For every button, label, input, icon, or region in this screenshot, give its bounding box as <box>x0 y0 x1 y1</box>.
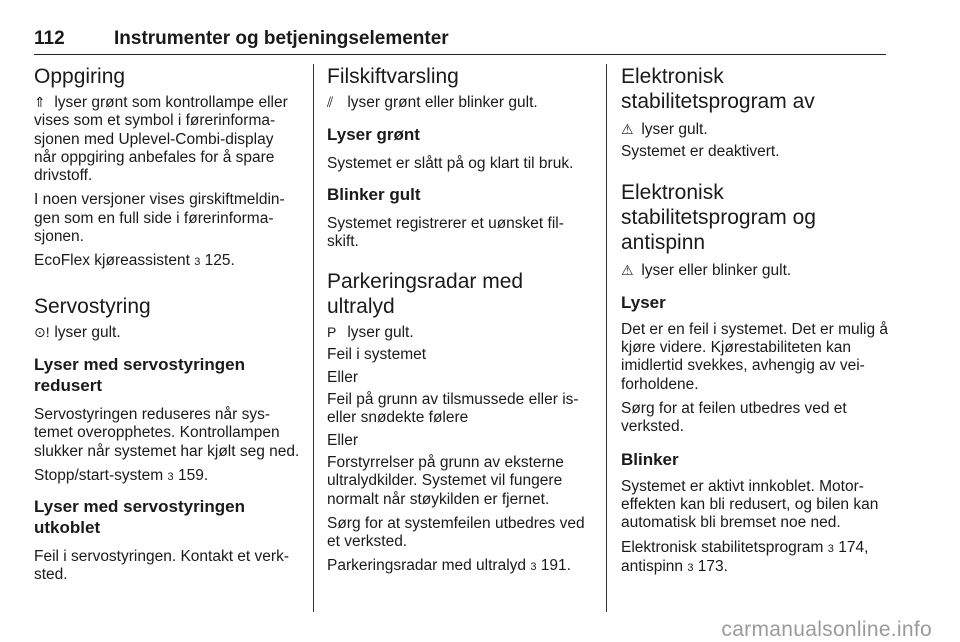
heading-oppgiring: Oppgiring <box>34 65 126 88</box>
paragraph <box>327 323 589 342</box>
paragraph <box>327 93 589 112</box>
paragraph: Eller <box>327 431 359 449</box>
text: Parkeringsradar med ultralyd <box>327 557 527 575</box>
esp-off-icon: ⚠ <box>621 121 634 137</box>
paragraph: Systemet er aktivt innkoblet. Motoreffekten kan bli redusert, og bilen kan automatisk bli bremset noe ned. <box>621 477 879 532</box>
text: lyser gult. <box>641 121 708 138</box>
text: Elektronisk stabilitetsprogram <box>621 538 824 556</box>
watermark: carmanualsonline.info <box>721 618 932 641</box>
subheading: Blinker <box>621 449 679 469</box>
paragraph: Servostyringen reduseres når systemet overopphetes. Kontrollampen slukker når systemet har kjølt seg ned. <box>34 405 300 460</box>
paragraph <box>34 323 300 342</box>
page-number: 112 <box>34 28 65 49</box>
paragraph <box>34 93 300 185</box>
subheading: Blinker gult <box>327 184 421 204</box>
paragraph <box>621 120 889 139</box>
running-title: Instrumenter og betjeningselementer <box>114 28 449 49</box>
subheading: Lyser med servostyringen utkoblet <box>34 497 246 538</box>
heading-esp-antispinn: Elektronisk stabilitetsprogram og antispinn <box>621 180 816 254</box>
paragraph: Systemet er slått på og klart til bruk. <box>327 155 574 173</box>
lane-departure-icon: ⫽ <box>327 94 334 110</box>
paragraph: I noen versjoner vises girskiftmeldingen som en full side i førerinformasjonen. <box>34 191 285 246</box>
column-divider <box>313 64 314 612</box>
page-ref[interactable]: 125. <box>204 252 235 270</box>
paragraph: Feil på grunn av tilsmussede eller iseller snødekte følere <box>327 391 579 427</box>
paragraph <box>34 467 300 486</box>
text: lyser grønt som kontrollampe eller vises som et symbol i førerinformasjonen med Uplevel-Combi-display når oppgiring anbefales for å spare drivstoff. <box>34 94 288 185</box>
text: lyser gult. <box>347 324 414 342</box>
paragraph <box>621 539 889 578</box>
paragraph: Sørg for at systemfeilen utbedres ved et verksted. <box>327 514 585 551</box>
page-ref[interactable]: 159. <box>177 466 209 484</box>
park-sensor-icon: P <box>327 324 337 341</box>
paragraph: Feil i systemet <box>327 346 427 364</box>
text: lyser gult. <box>54 323 121 341</box>
subheading: Lyser <box>621 292 666 312</box>
column-2 <box>327 64 589 577</box>
heading-filskiftvarsling: Filskiftvarsling <box>327 65 459 88</box>
page-ref-arrow-icon: 3 <box>827 542 834 555</box>
text: lyser eller blinker gult. <box>641 261 792 279</box>
paragraph <box>621 261 889 280</box>
page-header <box>34 28 886 55</box>
upshift-icon: ⇑ <box>34 94 46 110</box>
heading-esp-av: Elektronisk stabilitetsprogram av <box>621 65 815 113</box>
esp-icon: ⚠ <box>621 261 634 278</box>
heading-servostyring: Servostyring <box>34 294 151 318</box>
page-ref[interactable]: 174, <box>838 538 869 556</box>
steering-warning-icon: ⊙! <box>34 323 50 340</box>
subheading: Lyser grønt <box>327 125 420 145</box>
column-divider <box>606 64 607 612</box>
paragraph: Feil i servostyringen. Kontakt et verksted. <box>34 548 289 584</box>
paragraph: Eller <box>327 368 359 386</box>
paragraph: Systemet er deaktivert. <box>621 143 780 161</box>
page-ref[interactable]: 173. <box>697 557 728 575</box>
paragraph <box>327 557 589 576</box>
paragraph: Sørg for at feilen utbedres ved et verksted. <box>621 400 847 436</box>
column-1 <box>34 64 300 585</box>
page-ref-arrow-icon: 3 <box>194 256 201 269</box>
page-ref-arrow-icon: 3 <box>530 561 537 574</box>
text: lyser grønt eller blinker gult. <box>347 94 538 111</box>
paragraph: Det er en feil i systemet. Det er mulig å kjøre videre. Kjørestabiliteten kan imidlertid svekkes, avhengig av veiforholdene. <box>621 320 889 393</box>
page-ref-arrow-icon: 3 <box>687 561 694 574</box>
heading-parkeringsradar: Parkeringsradar med ultralyd <box>327 270 524 319</box>
subheading: Lyser med servostyringen redusert <box>34 354 246 395</box>
column-3 <box>621 64 889 577</box>
text: Stopp/start-system <box>34 466 164 484</box>
text: antispinn <box>621 557 684 575</box>
paragraph: Forstyrrelser på grunn av eksterne ultralydkilder. Systemet vil fungere normalt når støykilden er fjernet. <box>327 453 564 508</box>
page-ref[interactable]: 191. <box>540 557 571 575</box>
paragraph: Systemet registrerer et uønsket filskift. <box>327 214 564 250</box>
paragraph <box>34 252 300 271</box>
page-ref-arrow-icon: 3 <box>167 470 174 483</box>
text: EcoFlex kjøreassistent <box>34 252 190 270</box>
